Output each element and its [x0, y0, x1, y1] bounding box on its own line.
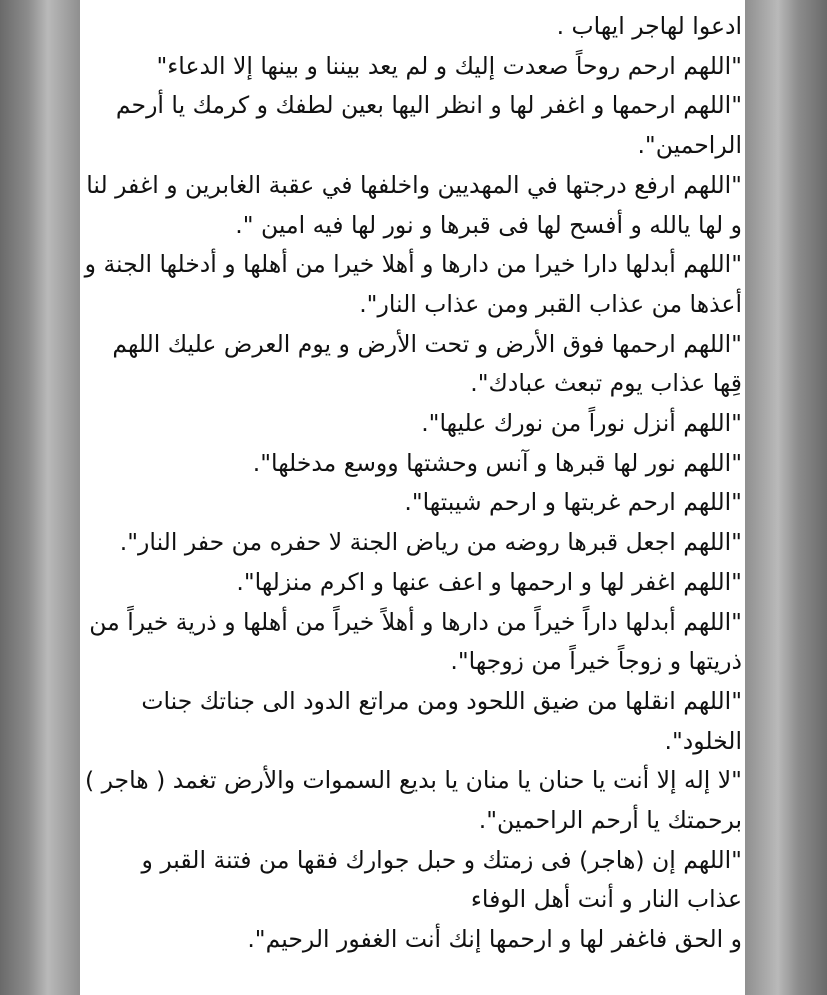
paragraph-6: "اللهم ارحمها فوق الأرض و تحت الأرض و يوم العرض عليك اللهم قِها عذاب يوم تبعث عبادك".	[112, 329, 742, 398]
document-page[interactable]	[80, 0, 745, 995]
paragraph-15: "اللهم إن (هاجر) فى زمتك و حبل جوارك فقها من فتنة القبر و عذاب النار و أنت أهل الوفاء	[141, 845, 742, 914]
paragraph-10: "اللهم اجعل قبرها روضه من رياض الجنة لا حفره من حفر النار".	[119, 528, 742, 557]
paragraph-5: "اللهم أبدلها دارا خيرا من دارها و أهلا خيرا من أهلها و أدخلها الجنة و أعذها من عذاب القبر ومن عذاب النار".	[84, 250, 742, 318]
paragraph-14: "لا إله إلا أنت يا حنان يا منان يا بديع السموات والأرض تغمد ( هاجر ) برحمتك يا أرحم الراحمين".	[84, 766, 742, 835]
paragraph-12: "اللهم أبدلها داراً خيراً من دارها و أهلاً خيراً من أهلها و ذرية خيراً من ذريتها و زوجاً خيراً من زوجها".	[89, 607, 742, 676]
paragraph-7: "اللهم أنزل نوراً من نورك عليها".	[421, 409, 742, 438]
right-background-margin	[745, 0, 827, 995]
paragraph-1: ادعوا لهاجر ايهاب .	[556, 12, 742, 40]
left-background-margin	[0, 0, 80, 995]
paragraph-3: "اللهم ارحمها و اغفر لها و انظر اليها بعين لطفك و كرمك يا أرحم الراحمين".	[115, 91, 742, 160]
paragraph-9: "اللهم ارحم غربتها و ارحم شيبتها".	[404, 488, 742, 517]
paragraph-11: "اللهم اغفر لها و ارحمها و اعف عنها و اكرم منزلها".	[236, 567, 742, 596]
paragraph-2: "اللهم ارحم روحاً صعدت إليك و لم يعد بيننا و بينها إلا الدعاء"	[156, 51, 742, 80]
paragraph-8: "اللهم نور لها قبرها و آنس وحشتها ووسع مدخلها".	[252, 448, 742, 477]
paragraph-16: و الحق فاغفر لها و ارحمها إنك أنت الغفور الرحيم".	[247, 925, 742, 954]
paragraph-4: "اللهم ارفع درجتها في المهديين واخلفها في عقبة الغابرين و اغفر لنا و لها يالله و أفسح لها فى قبرها و نور لها فيه امين ".	[86, 170, 742, 239]
paragraph-13: "اللهم انقلها من ضيق اللحود ومن مراتع الدود الى جناتك جنات الخلود".	[141, 686, 742, 755]
document-text	[80, 0, 745, 960]
